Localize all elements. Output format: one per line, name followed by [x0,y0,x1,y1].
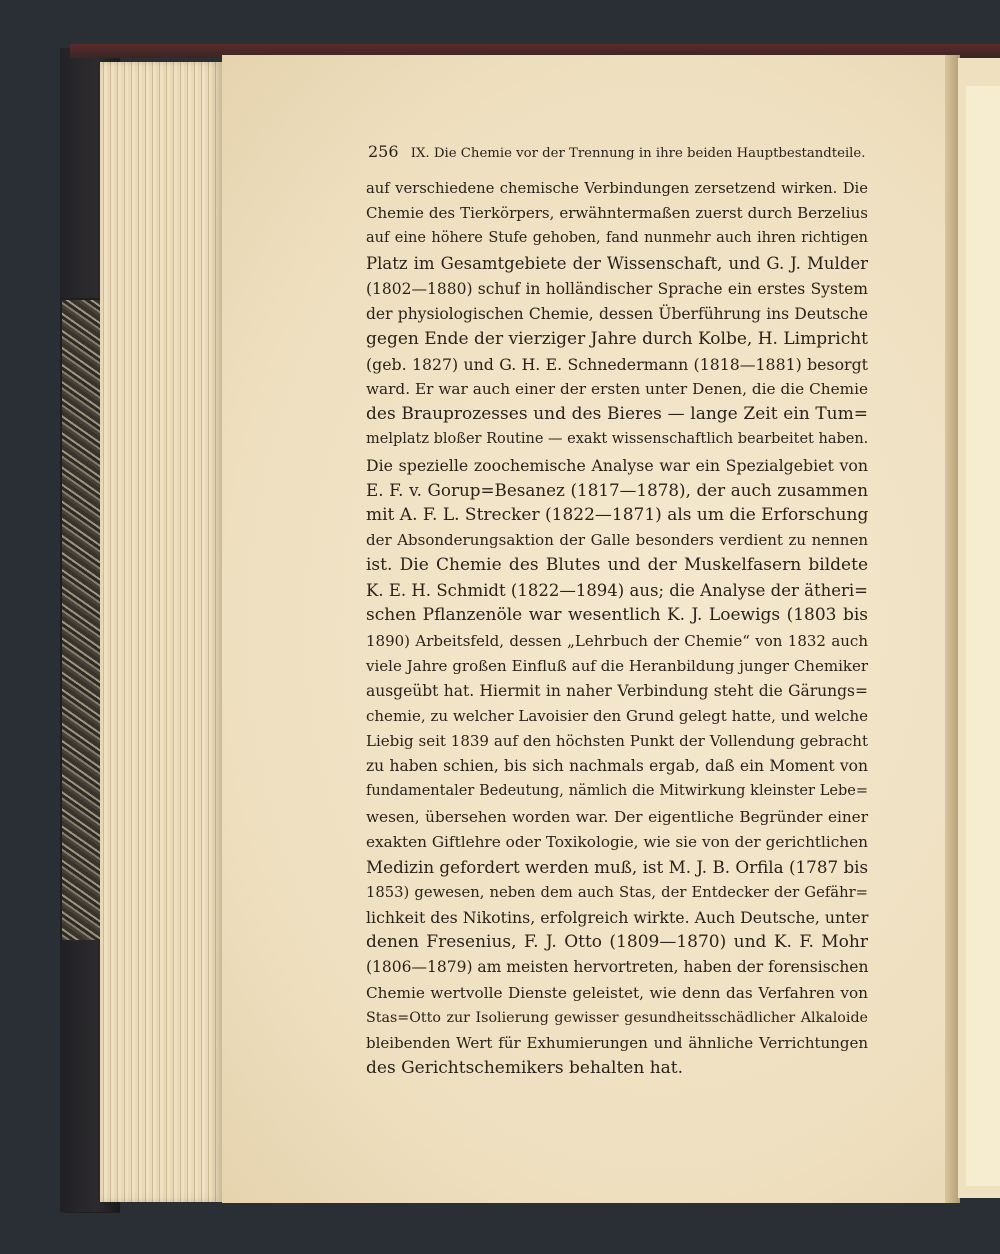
text-line: zu haben schien, bis sich nachmals ergab, daß ein Moment von [366,757,868,776]
text-line: K. E. H. Schmidt (1822—1894) aus; die Analyse der ätheri= [366,581,868,601]
text-line: Platz im Gesamtgebiete der Wissenschaft, und G. J. Mulder [366,254,868,274]
text-line: 1853) gewesen, neben dem auch Stas, der Entdecker der Gefähr= [366,883,868,901]
text-line: exakten Giftlehre oder Toxikologie, wie sie von der gerichtlichen [366,832,868,851]
running-head [368,142,868,161]
page-edges-stack [100,62,222,1202]
text-line: 1890) Arbeitsfeld, dessen „Lehrbuch der Chemie“ von 1832 auch [366,631,868,650]
text-line: chemie, zu welcher Lavoisier den Grund gelegt hatte, und welche [366,706,868,725]
text-line: (1806—1879) am meisten hervortreten, haben der forensischen [366,958,869,977]
page-number: 256 [368,142,399,161]
text-line: E. F. v. Gorup=Besanez (1817—1878), der auch zusammen [366,479,868,500]
text-line: schen Pflanzenöle war wesentlich K. J. Loewigs (1803 bis [366,605,868,626]
text-line: Chemie wertvolle Dienste geleistet, wie denn das Verfahren von [366,983,868,1002]
text-line: denen Fresenius, F. J. Otto (1809—1870) und K. F. Mohr [366,932,868,953]
facing-page-inner [966,86,1000,1186]
text-line: (1802—1880) schuf in holländischer Sprache ein erstes System [366,279,868,298]
text-line: Liebig seit 1839 auf den höchsten Punkt der Vollendung gebracht [366,732,868,751]
text-line: der physiologischen Chemie, dessen Überführung ins Deutsche [366,304,868,323]
text-line: der Absonderungsaktion der Galle besonders verdient zu nennen [366,530,868,549]
text-line: viele Jahre großen Einfluß auf die Heranbildung junger Chemiker [366,656,868,675]
text-line: gegen Ende der vierziger Jahre durch Kolbe, H. Limpricht [366,328,868,349]
text-line: mit A. F. L. Strecker (1822—1871) als um die Erforschung [366,504,869,525]
text-line: ward. Er war auch einer der ersten unter Denen, die die Chemie [366,380,868,399]
text-line: Medizin gefordert werden muß, ist M. J. B. Orfila (1787 bis [366,856,869,877]
text-line: bleibenden Wert für Exhumierungen und ähnliche Verrichtungen [366,1033,868,1052]
text-line: Die spezielle zoochemische Analyse war ein Spezialgebiet von [366,455,868,475]
text-line: (geb. 1827) und G. H. E. Schnedermann (1818—1881) besorgt [366,354,868,374]
chapter-title: IX. Die Chemie vor der Trennung in ihre beiden Hauptbestandteile. [410,146,866,161]
text-line: auf verschiedene chemische Verbindungen zersetzend wirken. Die [366,180,868,197]
marbled-cover-paper [62,300,100,940]
text-line: ausgeübt hat. Hiermit in naher Verbindung steht die Gärungs= [366,681,868,700]
text-line: des Gerichtschemikers behalten hat. [366,1057,684,1078]
body-text [366,176,868,1081]
text-line: fundamentaler Bedeutung, nämlich die Mitwirkung kleinster Lebe= [366,783,868,800]
text-line: Chemie des Tierkörpers, erwähntermaßen zuerst durch Berzelius [366,204,868,223]
text-line: des Brauprozesses und des Bieres — lange Zeit ein Tum= [366,404,868,425]
text-line: ist. Die Chemie des Blutes und der Muskelfasern bildete [366,555,868,576]
text-line: Stas=Otto zur Isolierung gewisser gesundheitsschädlicher Alkaloide [366,1009,868,1026]
text-line: wesen, übersehen worden war. Der eigentliche Begründer einer [366,807,868,826]
text-line: melplatz bloßer Routine — exakt wissenschaftlich bearbeitet haben. [366,431,869,448]
text-line: auf eine höhere Stufe gehoben, fand nunmehr auch ihren richtigen [366,230,868,247]
text-line: lichkeit des Nikotins, erfolgreich wirkte. Auch Deutsche, unter [366,908,869,928]
